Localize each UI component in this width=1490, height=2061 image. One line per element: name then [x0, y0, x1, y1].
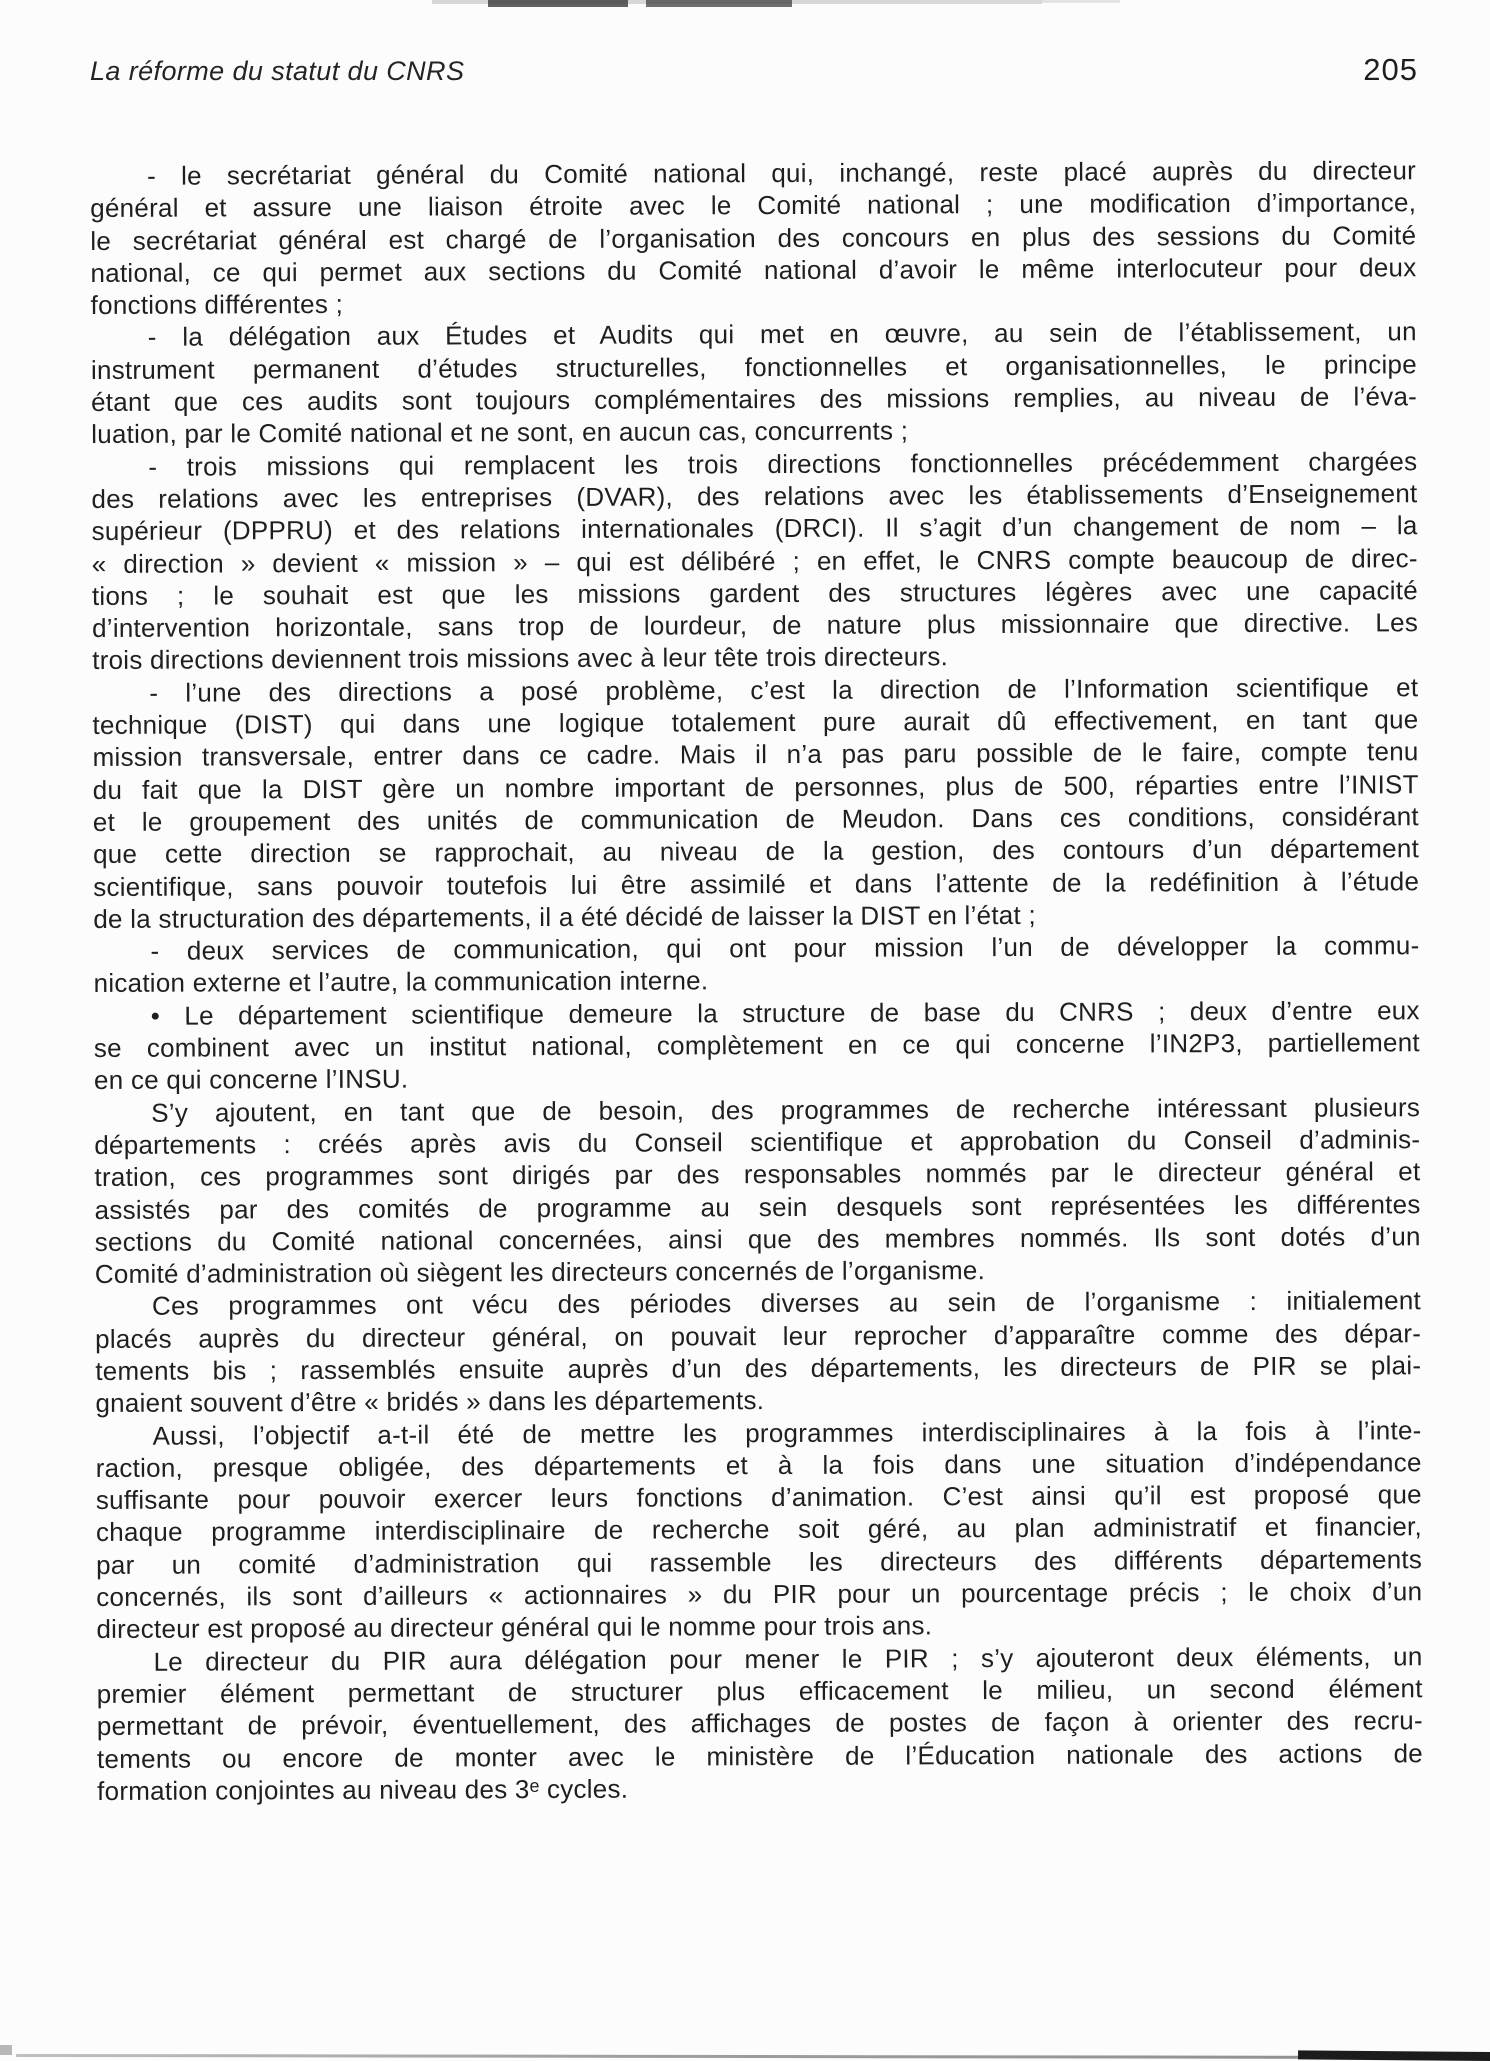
paragraph: [90, 154, 1417, 321]
text-line: gnaient souvent d’être « bridés » dans les départements.: [95, 1385, 765, 1419]
text-line: - le secrétariat général du Comité national qui, inchangé, reste placé auprès du directeur: [147, 155, 1417, 191]
text-line: - trois missions qui remplacent les trois directions fonctionnelles précédemment chargées: [148, 445, 1418, 482]
text-line: suffisante pour pouvoir exercer leurs fonctions d’animation. C’est ainsi qu’il est proposé que: [95, 1479, 1422, 1516]
text-line: que cette direction se rapprochait, au niveau de la gestion, des contours d’un département: [92, 833, 1420, 870]
text-line: - l’une des directions a posé problème, c’est la direction de l’Information scientifique et: [149, 671, 1419, 708]
text-line: général et assure une liaison étroite avec le Comité national ; une modification d’importance,: [90, 187, 1417, 224]
text-line: assistés par des comités de programme au sein desquels sont représentées les différentes: [94, 1188, 1421, 1225]
text-line: premier élément permettant de structurer plus efficacement le milieu, un second élément: [96, 1673, 1423, 1709]
paragraph: [95, 1285, 1422, 1420]
text-line: - deux services de communication, qui ont pour mission l’un de développer la commu-: [150, 930, 1420, 966]
scan-artifact-bottom-right: [1298, 2050, 1490, 2061]
text-line: mission transversale, entrer dans ce cadre. Mais il n’a pas paru possible de le faire, compte tenu: [92, 736, 1419, 773]
paragraph: [93, 929, 1419, 999]
text-line: en ce qui concerne l’INSU.: [93, 1063, 409, 1096]
text-line: tration, ces programmes sont dirigés par des responsables nommés par le directeur général et: [94, 1156, 1421, 1193]
scan-mark-icon: [488, 0, 628, 7]
text-line: départements : créés après avis du Conseil scientifique et approbation du Conseil d’adminis-: [94, 1124, 1421, 1160]
paragraph: [94, 1091, 1421, 1291]
text-line: • Le département scientifique demeure la structure de base du CNRS ; deux d’entre eux: [150, 994, 1420, 1031]
text-line: technique (DIST) qui dans une logique totalement pure aurait dû effectivement, en tant que: [92, 704, 1419, 741]
text-line: raction, presque obligée, des départements et à la fois dans une situation d’indépendance: [95, 1447, 1422, 1483]
scan-mark-icon: [920, 0, 1120, 3]
text-line: formation conjointes au niveau des 3ᵉ cycles.: [97, 1773, 629, 1806]
paragraph: [94, 994, 1420, 1097]
text-line: nication externe et l’autre, la communication interne.: [93, 965, 709, 999]
text-line: des relations avec les entreprises (DVAR), des relations avec les établissements d’Enseignement: [91, 478, 1418, 514]
running-header: [90, 52, 1418, 88]
text-line: de la structuration des départements, il a été décidé de laisser la DIST en l’état ;: [93, 899, 1036, 934]
text-line: « direction » devient « mission » – qui est délibéré ; en effet, le CNRS compte beaucoup de direc-: [91, 542, 1418, 579]
body-text: [90, 154, 1423, 1807]
running-title: La réforme du statut du CNRS: [90, 56, 465, 86]
text-line: supérieur (DPPRU) et des relations internationales (DRCI). Il s’agit d’un changement de nom – la: [91, 510, 1418, 547]
scan-mark-icon: [0, 2045, 12, 2055]
paragraph: [95, 1414, 1422, 1646]
text-line: national, ce qui permet aux sections du Comité national d’avoir le même interlocuteur pour deux: [90, 252, 1417, 288]
text-line: par un comité d’administration qui rassemble les directeurs des différents départements: [96, 1543, 1423, 1580]
text-line: tements bis ; rassemblés ensuite auprès d’un des départements, les directeurs de PIR se plai-: [95, 1350, 1422, 1386]
text-line: permettant de prévoir, éventuellement, des affichages de postes de façon à orienter des recru-: [96, 1705, 1423, 1742]
paragraph: [96, 1640, 1423, 1807]
paragraph: [92, 671, 1419, 935]
text-line: Comité d’administration où siègent les directeurs concernés de l’organisme.: [94, 1255, 986, 1290]
text-line: scientifique, sans pouvoir toutefois lui être assimilé et dans l’attente de la redéfinition à l’étude: [93, 865, 1420, 902]
text-line: du fait que la DIST gère un nombre important de personnes, plus de 500, réparties entre l’INIST: [92, 768, 1419, 805]
text-line: Le directeur du PIR aura délégation pour mener le PIR ; s’y ajouteront deux éléments, un: [153, 1640, 1423, 1677]
page-number: 205: [1363, 52, 1418, 87]
text-line: étant que ces audits sont toujours complémentaires des missions remplies, au niveau de l’éva-: [90, 381, 1418, 418]
text-line: instrument permanent d’études structurelles, fonctionnelles et organisationnelles, le principe: [90, 348, 1417, 385]
text-line: Ces programmes ont vécu des périodes diverses au sein de l’organisme : initialement: [151, 1285, 1422, 1322]
text-line: d’intervention horizontale, sans trop de lourdeur, de nature plus missionnaire que directive. Les: [91, 607, 1419, 644]
text-line: se combinent avec un institut national, complètement en ce qui concerne l’IN2P3, partiellement: [93, 1027, 1420, 1064]
text-line: trois directions deviennent trois missions avec à leur tête trois directeurs.: [92, 641, 949, 676]
text-line: placés auprès du directeur général, on pouvait leur reprocher d’apparaître comme des dépar-: [95, 1317, 1422, 1354]
text-line: - la délégation aux Études et Audits qui met en œuvre, au sein de l’établissement, un: [147, 316, 1417, 353]
scan-artifact-bottom: [16, 2054, 1490, 2059]
scan-mark-icon: [646, 0, 792, 7]
text-line: tements ou encore de monter avec le ministère de l’Éducation nationale des actions de: [96, 1737, 1424, 1774]
text-line: chaque programme interdisciplinaire de recherche soit géré, au plan administratif et financier,: [95, 1511, 1423, 1548]
text-line: fonctions différentes ;: [90, 289, 344, 321]
text-line: tions ; le souhait est que les missions gardent des structures légères avec une capacité: [91, 575, 1418, 611]
text-line: le secrétariat général est chargé de l’organisation des concours en plus des sessions du Comité: [90, 219, 1417, 256]
text-line: directeur est proposé au directeur général qui le nomme pour trois ans.: [96, 1610, 933, 1645]
text-line: concernés, ils sont d’ailleurs « actionnaires » du PIR pour un pourcentage précis ; le choix d’un: [96, 1576, 1423, 1613]
text-line: Aussi, l’objectif a-t-il été de mettre les programmes interdisciplinaires à la fois à l’inte-: [152, 1414, 1422, 1451]
text-line: sections du Comité national concernées, ainsi que des membres nommés. Ils sont dotés d’un: [94, 1221, 1421, 1257]
paragraph: [91, 316, 1418, 451]
text-line: luation, par le Comité national et ne sont, en aucun cas, concurrents ;: [91, 415, 909, 450]
paragraph: [91, 445, 1418, 677]
text-line: S’y ajoutent, en tant que de besoin, des programmes de recherche intéressant plusieurs: [151, 1091, 1421, 1128]
text-line: et le groupement des unités de communication de Meudon. Dans ces conditions, considérant: [92, 801, 1419, 837]
